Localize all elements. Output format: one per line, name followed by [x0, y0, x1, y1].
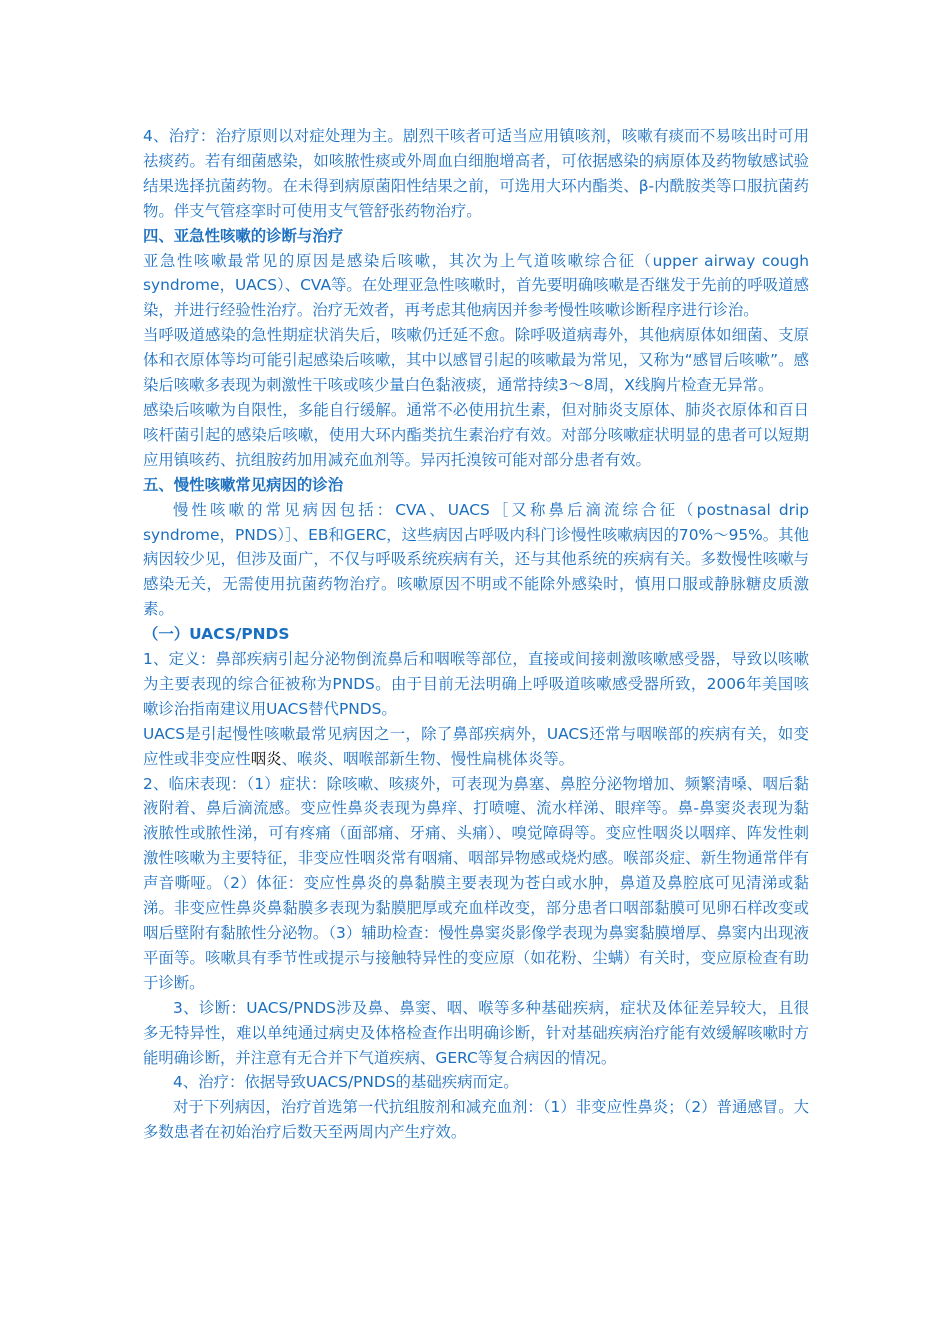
- subacute-paragraph-2: 当呼吸道感染的急性期症状消失后，咳嗽仍迁延不愈。除呼吸道病毒外，其他病原体如细菌、支原体和衣原体等均可能引起感染后咳嗽，其中以感冒引起的咳嗽最为常见，又称为“感冒后咳嗽”。感染后咳嗽多表现为刺激性干咳或咳少量白色黏液痰，通常持续3～8周，X线胸片检查无异常。: [143, 326, 809, 395]
- document-page: [143, 124, 809, 1145]
- diagnosis-paragraph: 3、诊断：UACS/PNDS涉及鼻、鼻窦、咽、喉等多种基础疾病，症状及体征差异较大，且很多无特异性，难以单纯通过病史及体格检查作出明确诊断，针对基础疾病治疗能有效缓解咳嗽时方能明确诊断，并注意有无合并下气道疾病、GERC等复合病因的情况。: [143, 998, 809, 1067]
- section-heading-chronic: 五、慢性咳嗽常见病因的诊治: [143, 475, 344, 494]
- treatment-paragraph: 4、治疗：治疗原则以对症处理为主。剧烈干咳者可适当应用镇咳剂，咳嗽有痰而不易咳出时可用祛痰药。若有细菌感染，如咳脓性痰或外周血白细胞增高者，可依据感染的病原体及药物敏感试验结果选择抗菌药物。在未得到病原菌阳性结果之前，可选用大环内酯类、β-内酰胺类等口服抗菌药物。伴支气管痉挛时可使用支气管舒张药物治疗。: [143, 127, 809, 220]
- section-heading-subacute: 四、亚急性咳嗽的诊断与治疗: [143, 226, 344, 245]
- subsection-heading-uacs: （一）UACS/PNDS: [143, 625, 290, 644]
- uacs-treatment-paragraph: 4、治疗：依据导致UACS/PNDS的基础疾病而定。: [173, 1073, 519, 1092]
- clinical-paragraph: 2、临床表现：（1）症状：除咳嗽、咳痰外，可表现为鼻塞、鼻腔分泌物增加、频繁清嗓、咽后黏液附着、鼻后滴流感。变应性鼻炎表现为鼻痒、打喷嚏、流水样涕、眼痒等。鼻-鼻窦炎表现为黏液脓性或脓性涕，可有疼痛（面部痛、牙痛、头痛）、嗅觉障碍等。变应性咽炎以咽痒、阵发性刺激性咳嗽为主要特征，非变应性咽炎常有咽痛、咽部异物感或烧灼感。喉部炎症、新生物通常伴有声音嘶哑。（2）体征：变应性鼻炎的鼻黏膜主要表现为苍白或水肿，鼻道及鼻腔底可见清涕或黏涕。非变应性鼻炎鼻黏膜多表现为黏膜肥厚或充血样改变，部分患者口咽部黏膜可见卵石样改变或咽后壁附有黏脓性分泌物。（3）辅助检查：慢性鼻窦炎影像学表现为鼻窦黏膜增厚、鼻窦内出现液平面等。咳嗽具有季节性或提示与接触特异性的变应原（如花粉、尘螨）有关时，变应原检查有助于诊断。: [143, 774, 809, 992]
- uacs-cause-text-c: 、喉炎、咽喉部新生物、慢性扁桃体炎等。: [281, 749, 574, 768]
- subacute-paragraph-1: 亚急性咳嗽最常见的原因是感染后咳嗽，其次为上气道咳嗽综合征（upper airway cough syndrome，UACS）、CVA等。在处理亚急性咳嗽时，首先要明确咳嗽是否继发于先前的呼吸道感染，并进行经验性治疗。治疗无效者，再考虑其他病因并参考慢性咳嗽诊断程序进行诊治。: [143, 251, 809, 320]
- first-line-paragraph: 对于下列病因，治疗首选第一代抗组胺剂和减充血剂：（1）非变应性鼻炎；（2）普通感冒。大多数患者在初始治疗后数天至两周内产生疗效。: [143, 1098, 809, 1142]
- definition-paragraph: 1、定义：鼻部疾病引起分泌物倒流鼻后和咽喉等部位，直接或间接刺激咳嗽感受器，导致以咳嗽为主要表现的综合征被称为PNDS。由于目前无法明确上呼吸道咳嗽感受器所致，2006年美国咳嗽诊治指南建议用UACS替代PNDS。: [143, 650, 809, 718]
- subacute-paragraph-3: 感染后咳嗽为自限性，多能自行缓解。通常不必使用抗生素，但对肺炎支原体、肺炎衣原体和百日咳杆菌引起的感染后咳嗽，使用大环内酯类抗生素治疗有效。对部分咳嗽症状明显的患者可以短期应用镇咳药、抗组胺药加用减充血剂等。异丙托溴铵可能对部分患者有效。: [143, 400, 809, 469]
- uacs-cause-text-highlight: 咽炎: [250, 749, 282, 768]
- chronic-paragraph: 慢性咳嗽的常见病因包括：CVA、UACS［又称鼻后滴流综合征（postnasal drip syndrome，PNDS）］、EB和GERC，这些病因占呼吸内科门诊慢性咳嗽病因的70%～95%。其他病因较少见，但涉及面广，不仅与呼吸系统疾病有关，还与其他系统的疾病有关。多数慢性咳嗽与感染无关，无需使用抗菌药物治疗。咳嗽原因不明或不能除外感染时，慎用口服或静脉糖皮质激素。: [143, 500, 809, 619]
- uacs-cause-paragraph: [143, 722, 809, 772]
- uacs-cause-text-a: UACS是引起慢性咳嗽最常见病因之一，除了鼻部疾病外，UACS还常与咽喉部的疾病有关，如变应性或非变应性: [143, 724, 809, 768]
